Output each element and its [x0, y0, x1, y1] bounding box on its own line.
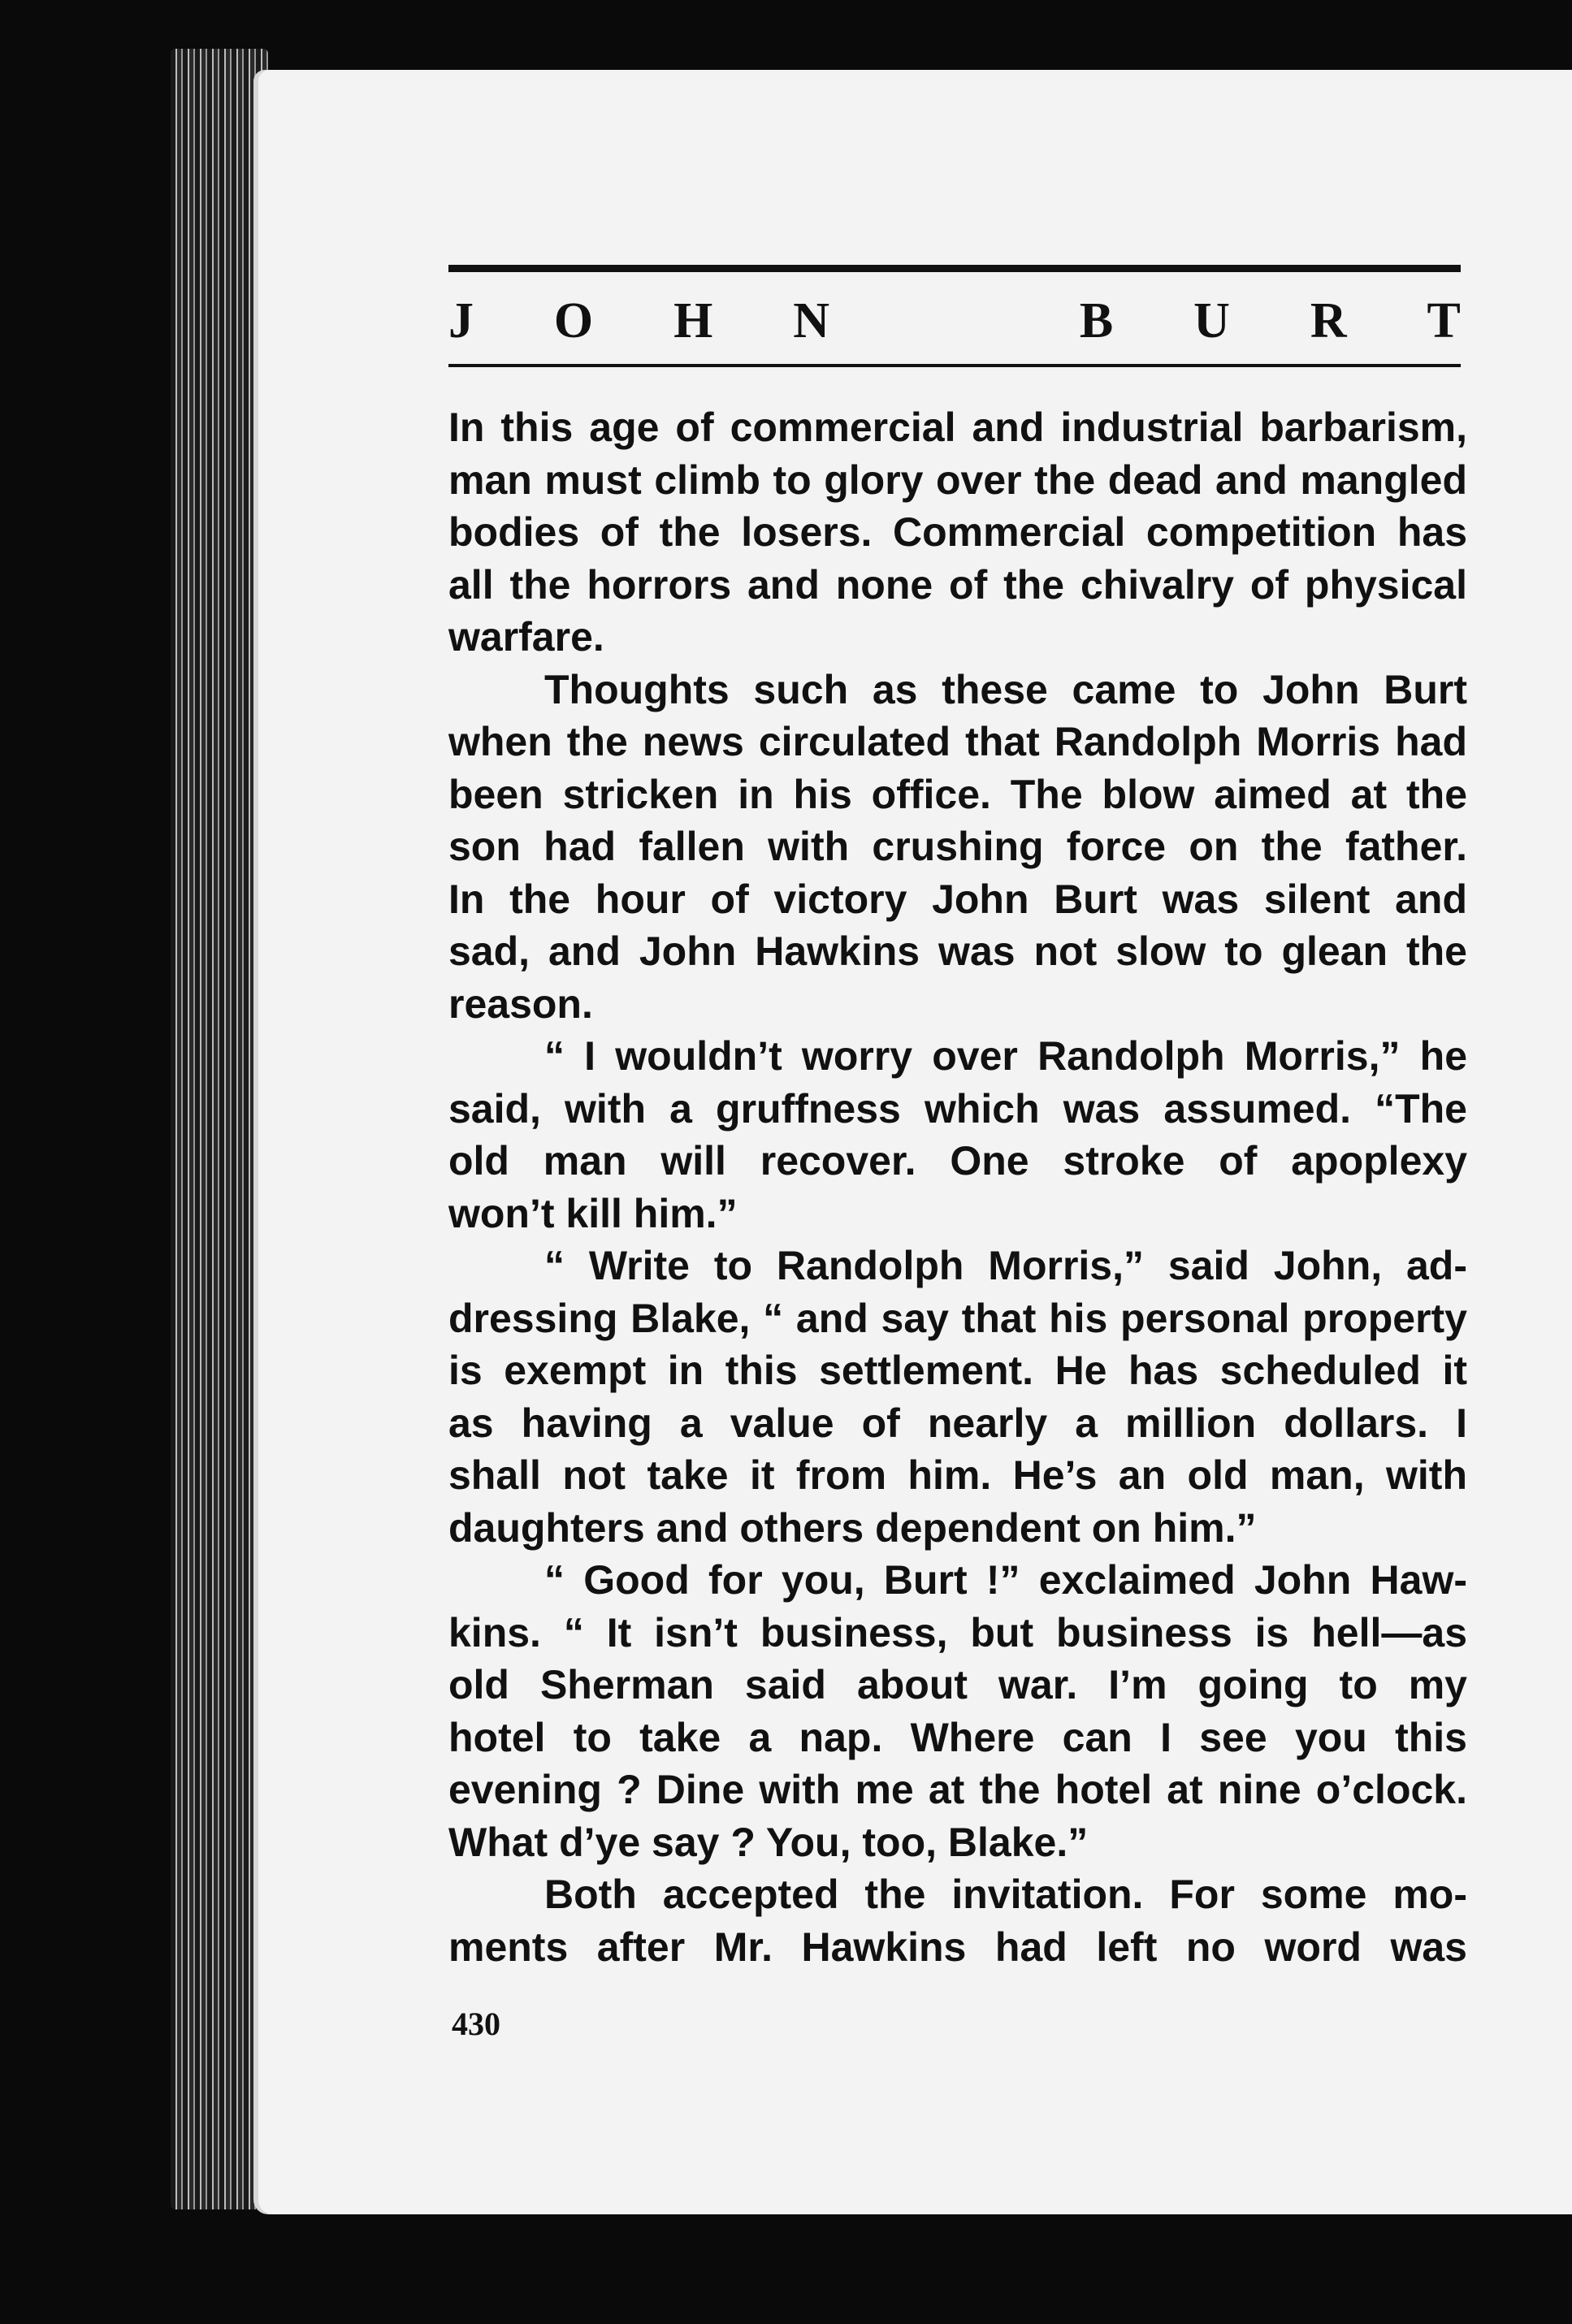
text-line: kins. “ It isn’t business, but business is hell—as [448, 1609, 1467, 1655]
text-line: bodies of the losers. Commercial competition has [448, 509, 1467, 555]
text-line: Thoughts such as these came to John Burt [544, 666, 1467, 712]
text-line: “ Write to Randolph Morris,” said John, ad- [544, 1243, 1467, 1288]
running-head-letter: O [553, 292, 594, 348]
text-line: reason. [448, 980, 593, 1027]
header-rule-bottom [448, 364, 1461, 367]
running-head-letter: H [673, 292, 713, 348]
text-line: In this age of commercial and industrial barbarism, [448, 405, 1467, 450]
running-head-letter: J [448, 292, 474, 348]
text-line: daughters and others dependent on him.” [448, 1504, 1257, 1551]
text-line: shall not take it from him. He’s an old man, with [448, 1452, 1467, 1498]
running-head-letter: R [1310, 292, 1347, 348]
text-line: “ I wouldn’t worry over Randolph Morris,” he [544, 1033, 1467, 1079]
text-line: is exempt in this settlement. He has scheduled it [448, 1348, 1467, 1393]
text-line: been stricken in his office. The blow aimed at the [448, 771, 1467, 817]
text-line: evening ? Dine with me at the hotel at nine o’clock. [448, 1767, 1467, 1812]
running-head-letter: B [1079, 292, 1114, 348]
text-line: warfare. [448, 614, 604, 660]
text-line: all the horrors and none of the chivalry of physical [448, 561, 1467, 608]
text-line: dressing Blake, “ and say that his personal property [448, 1295, 1467, 1341]
text-line: Both accepted the invitation. For some mo- [544, 1872, 1467, 1917]
text-line: What d’ye say ? You, too, Blake.” [448, 1819, 1089, 1865]
running-head [448, 284, 1461, 357]
text-line: sad, and John Hawkins was not slow to glean the [448, 928, 1467, 974]
running-head-letter: T [1427, 292, 1461, 348]
text-line: won’t kill him.” [448, 1190, 738, 1236]
text-line: ments after Mr. Hawkins had left no word was [448, 1924, 1467, 1970]
text-line: man must climb to glory over the dead and mangled [448, 457, 1467, 503]
running-head-letter: U [1193, 292, 1230, 348]
page-edges [171, 49, 268, 2209]
text-line: old man will recover. One stroke of apoplexy [448, 1138, 1467, 1184]
text-line: old Sherman said about war. I’m going to my [448, 1662, 1467, 1707]
body-text [448, 401, 1467, 1973]
text-line: In the hour of victory John Burt was silent and [448, 876, 1467, 922]
text-line: “ Good for you, Burt !” exclaimed John Haw- [544, 1557, 1467, 1603]
running-head-letter: N [793, 292, 830, 348]
text-line: son had fallen with crushing force on the father. [448, 824, 1467, 869]
text-line: when the news circulated that Randolph Morris had [448, 719, 1467, 764]
text-line: said, with a gruffness which was assumed. “The [448, 1085, 1467, 1132]
header-rule-top [448, 265, 1461, 272]
text-line: hotel to take a nap. Where can I see you this [448, 1714, 1467, 1760]
text-line: as having a value of nearly a million dollars. I [448, 1400, 1467, 1446]
page-number: 430 [452, 2006, 500, 2042]
